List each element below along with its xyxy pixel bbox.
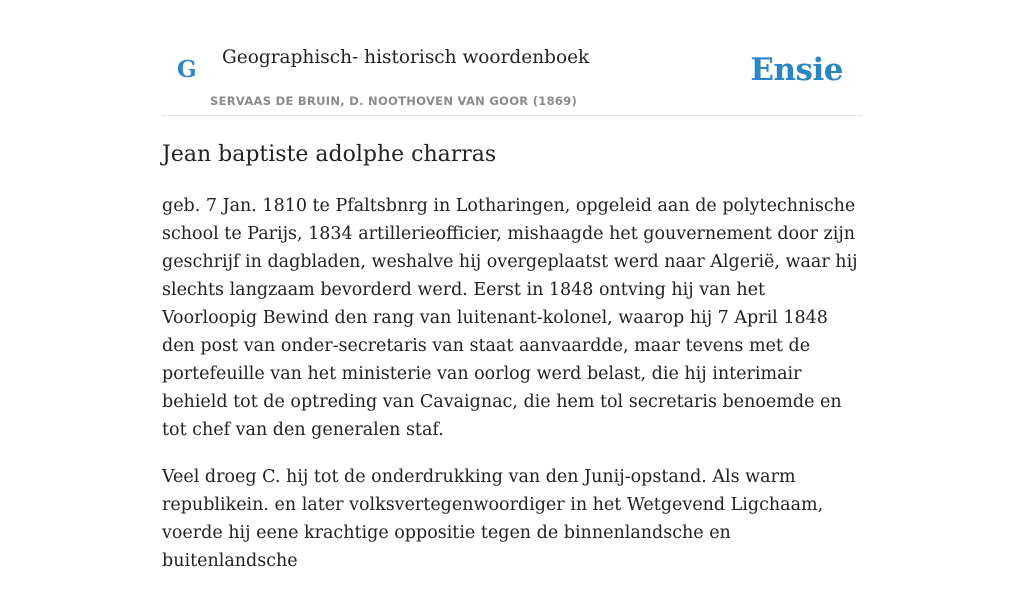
entry-title: Jean baptiste adolphe charras [162,142,497,167]
book-letter-icon[interactable]: G [177,56,197,83]
book-title[interactable]: Geographisch- historisch woordenboek [222,47,590,68]
site-logo[interactable]: Ensie [750,52,843,88]
book-authors: SERVAAS DE BRUIN, D. NOOTHOVEN VAN GOOR (1869) [210,94,578,108]
page [162,0,862,571]
book-header [162,0,862,116]
entry-body [162,192,862,594]
entry-paragraph: geb. 7 Jan. 1810 te Pfaltsbnrg in Lotharingen, opgeleid aan de polytechnische school te Parijs, 1834 artillerieofficier, mishaagde het gouvernement door zijn geschrijf in dagbladen, weshalve hij overgeplaatst werd naar Algerië, waar hij slechts langzaam bevorderd werd. Eerst in 1848 ontving hij van het Voorloopig Bewind den rang van luitenant-kolonel, waarop hij 7 April 1848 den post van onder-secretaris van staat aanvaardde, maar tevens met de portefeuille van het ministerie van oorlog werd belast, die hij interimair behield tot de optreding van Cavaignac, die hem tol secretaris benoemde en tot chef van den generalen staf. [162,196,858,440]
entry-paragraph: Veel droeg C. hij tot de onderdrukking van den Junij-opstand. Als warm republikein. en later volksvertegenwoordiger in het Wetgevend Ligchaam, voerde hij eene krachtige oppositie tegen de binnenlandsche en buitenlandsche [162,467,824,571]
